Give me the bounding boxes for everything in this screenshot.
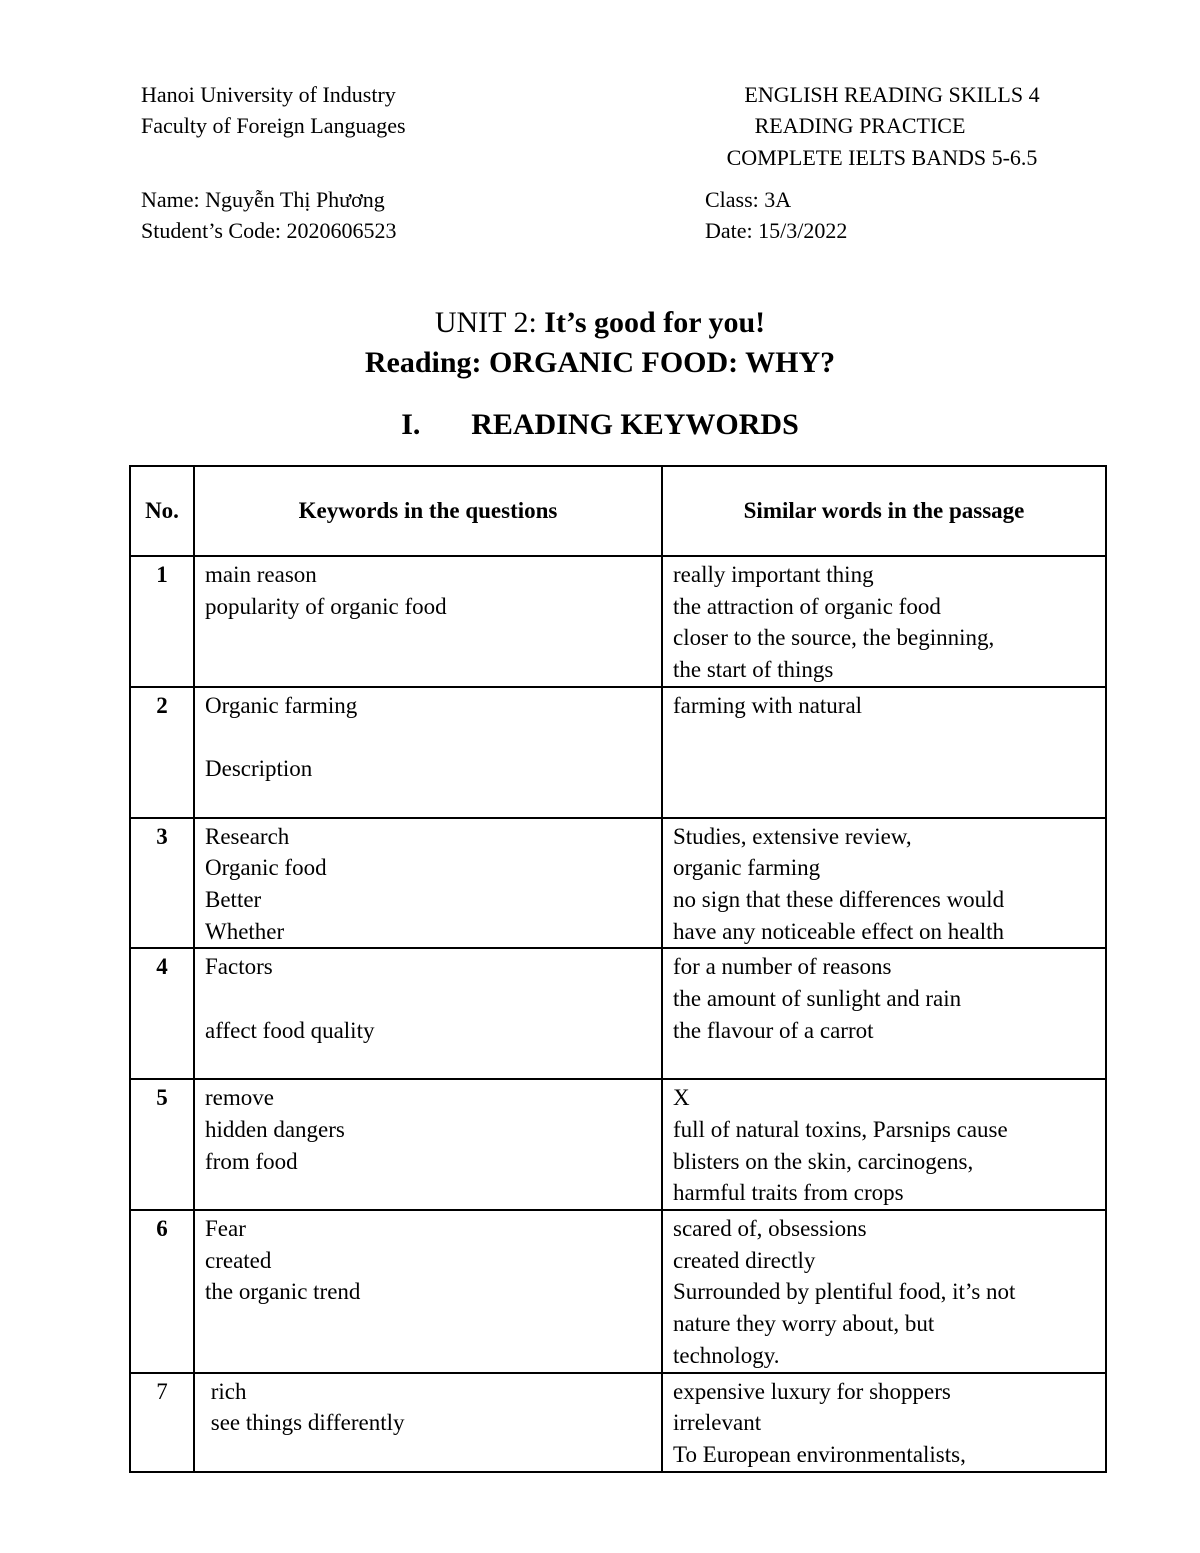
class-label: Class: 3A	[705, 187, 792, 212]
keyword-line: from food	[205, 1148, 298, 1174]
similar-line: organic farming	[673, 855, 821, 881]
keyword-line	[205, 1308, 651, 1340]
keywords-cell	[194, 556, 662, 687]
similar-line: no sign that these differences would	[673, 887, 1005, 912]
similar-line: Studies, extensive review,	[673, 823, 912, 849]
similar-line: closer to the source, the beginning,	[673, 625, 995, 651]
similar-line: full of natural toxins, Parsnips cause	[673, 1116, 1008, 1142]
unit-subtitle: It’s good for you!	[544, 306, 766, 339]
similar-line: nature they worry about, but	[673, 1311, 935, 1337]
table-row	[130, 818, 1106, 949]
keyword-line	[205, 722, 651, 754]
keywords-cell	[194, 687, 662, 818]
table-row	[130, 1210, 1106, 1373]
keyword-line	[205, 654, 651, 686]
similar-line: created directly	[673, 1247, 816, 1273]
similar-line: the amount of sunlight and rain	[673, 986, 962, 1012]
similar-line: scared of, obsessions	[673, 1216, 867, 1242]
keyword-line: hidden dangers	[205, 1116, 345, 1142]
student-code: Student’s Code: 2020606523	[141, 218, 397, 243]
similar-line: for a number of reasons	[673, 954, 892, 980]
header-similar: Similar words in the passage	[662, 466, 1106, 556]
section-title: READING KEYWORDS	[471, 408, 799, 441]
similar-cell	[662, 1210, 1106, 1373]
keyword-line: created	[205, 1247, 272, 1273]
similar-cell	[662, 948, 1106, 1079]
keyword-line: Factors	[205, 954, 273, 980]
similar-cell	[662, 687, 1106, 818]
unit-title	[0, 305, 1200, 341]
similar-line	[673, 722, 1095, 754]
header-no: No.	[130, 466, 194, 556]
similar-line: farming with natural	[673, 692, 863, 718]
keywords-cell	[194, 1373, 662, 1472]
course-title: ENGLISH READING SKILLS 4	[744, 82, 1040, 107]
keywords-table	[129, 465, 1107, 1473]
section-heading	[0, 408, 1200, 442]
similar-line	[673, 785, 1095, 817]
similar-line: To European environmentalists,	[673, 1441, 966, 1467]
similar-line: really important thing	[673, 562, 874, 587]
header-keywords: Keywords in the questions	[194, 466, 662, 556]
row-number: 4	[130, 948, 194, 1079]
practice-title: READING PRACTICE	[754, 113, 966, 138]
keyword-line: affect food quality	[205, 1017, 375, 1043]
university-name: Hanoi University of Industry	[141, 82, 396, 107]
keyword-line: Better	[205, 887, 262, 912]
unit-prefix: UNIT 2:	[434, 306, 545, 339]
similar-line: have any noticeable effect on health	[673, 918, 1004, 944]
table-row	[130, 1373, 1106, 1472]
keyword-line: Research	[205, 823, 290, 849]
keyword-line: popularity of organic food	[205, 593, 447, 619]
similar-cell	[662, 556, 1106, 687]
similar-cell	[662, 818, 1106, 949]
row-number: 6	[130, 1210, 194, 1373]
keywords-cell	[194, 1210, 662, 1373]
keyword-line: Description	[205, 756, 313, 782]
keyword-line: Fear	[205, 1216, 246, 1242]
similar-line: the attraction of organic food	[673, 593, 941, 619]
row-number: 1	[130, 556, 194, 687]
keywords-cell	[194, 818, 662, 949]
keyword-line: main reason	[205, 562, 317, 587]
keyword-line	[205, 1439, 651, 1471]
similar-line: the start of things	[673, 657, 834, 683]
table-header-row	[130, 466, 1106, 556]
keyword-line	[205, 983, 651, 1015]
similar-line: technology.	[673, 1342, 780, 1368]
section-number: I.	[401, 408, 421, 441]
keywords-cell	[194, 948, 662, 1079]
similar-line: irrelevant	[673, 1410, 762, 1436]
faculty-name: Faculty of Foreign Languages	[141, 113, 406, 138]
keyword-line	[205, 1047, 651, 1079]
keyword-line: rich	[205, 1378, 247, 1404]
table-row	[130, 948, 1106, 1079]
keyword-line: remove	[205, 1085, 274, 1111]
keyword-line: Organic farming	[205, 692, 358, 718]
similar-line: expensive luxury for shoppers	[673, 1378, 951, 1404]
keywords-cell	[194, 1079, 662, 1210]
student-name: Name: Nguyễn Thị Phương	[141, 187, 385, 212]
keyword-line: the organic trend	[205, 1279, 361, 1305]
book-title: COMPLETE IELTS BANDS 5-6.5	[726, 145, 1038, 170]
similar-line: X	[673, 1085, 690, 1111]
keyword-line	[205, 622, 651, 654]
similar-cell	[662, 1079, 1106, 1210]
keyword-line: Organic food	[205, 855, 327, 881]
similar-cell	[662, 1373, 1106, 1472]
reading-title: Reading: ORGANIC FOOD: WHY?	[364, 346, 836, 379]
row-number: 5	[130, 1079, 194, 1210]
similar-line: blisters on the skin, carcinogens,	[673, 1148, 974, 1174]
keyword-line: Whether	[205, 918, 285, 944]
row-number: 2	[130, 687, 194, 818]
similar-line	[673, 753, 1095, 785]
date-label: Date: 15/3/2022	[705, 218, 848, 243]
keyword-line	[205, 1177, 651, 1209]
keyword-line: see things differently	[205, 1410, 405, 1436]
similar-line: Surrounded by plentiful food, it’s not	[673, 1279, 1016, 1305]
similar-line: harmful traits from crops	[673, 1180, 904, 1206]
similar-line	[673, 1047, 1095, 1079]
keyword-line	[205, 785, 651, 817]
similar-line: the flavour of a carrot	[673, 1017, 874, 1043]
row-number: 3	[130, 818, 194, 949]
table-row	[130, 556, 1106, 687]
row-number: 7	[130, 1373, 194, 1472]
table-row	[130, 687, 1106, 818]
keyword-line	[205, 1340, 651, 1372]
table-row	[130, 1079, 1106, 1210]
